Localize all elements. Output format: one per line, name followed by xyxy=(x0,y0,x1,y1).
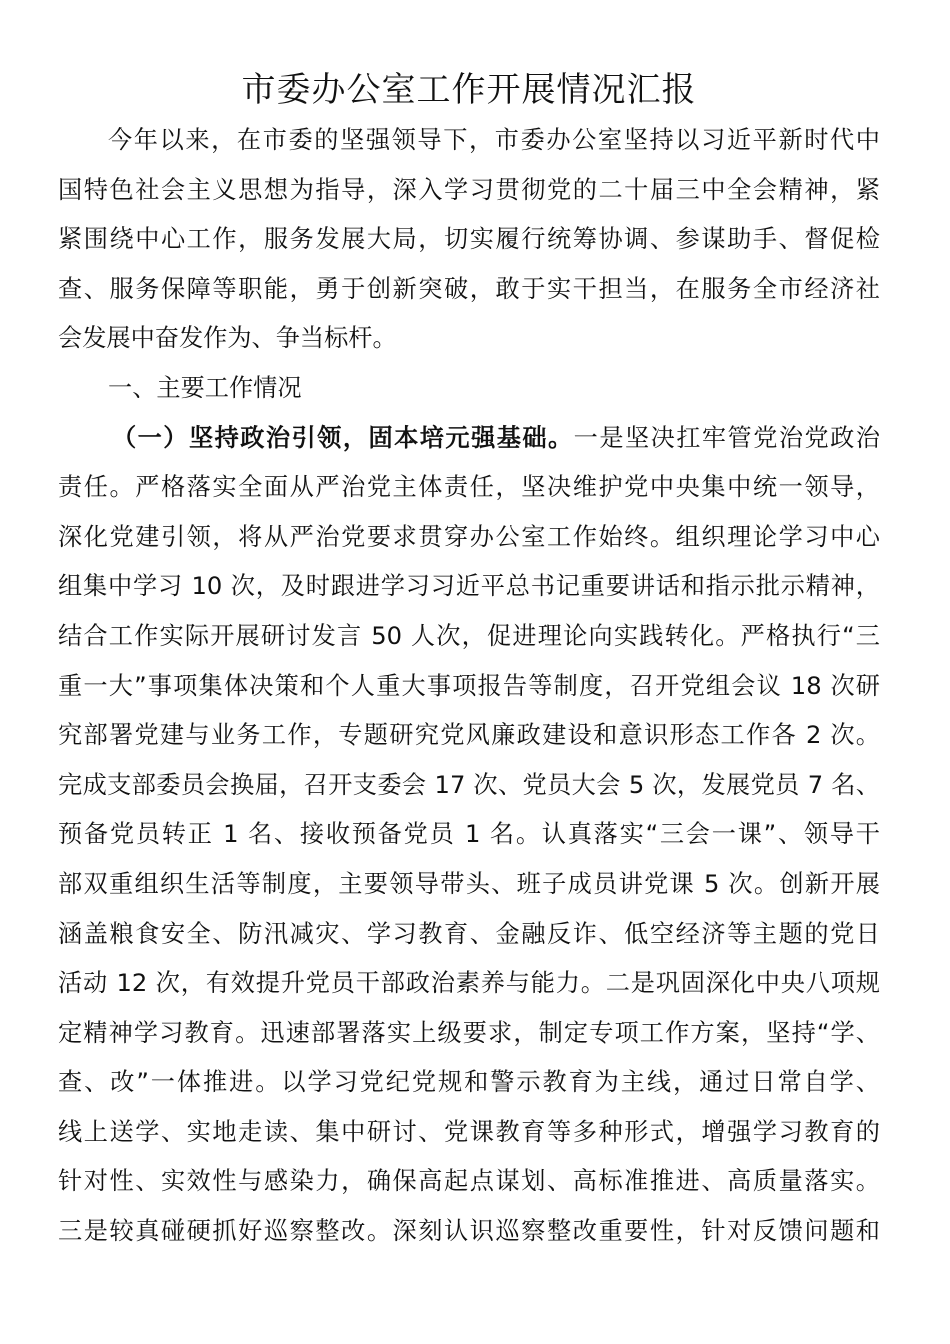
intro-line: 会发展中奋发作为、争当标杆。 xyxy=(58,324,397,353)
body-line: 深化党建引领，将从严治党要求贯穿办公室工作始终。组织理论学习中心 xyxy=(58,522,880,551)
body-line: 活动 12 次，有效提升党员干部政治素养与能力。二是巩固深化中央八项规 xyxy=(58,969,880,998)
body-line: 部双重组织生活等制度，主要领导带头、班子成员讲党课 5 次。创新开展 xyxy=(58,869,880,898)
intro-paragraph xyxy=(58,116,880,364)
body-line: 结合工作实际开展研讨发言 50 人次，促进理论向实践转化。严格执行“三 xyxy=(58,621,880,650)
body-line: 完成支部委员会换届，召开支委会 17 次、党员大会 5 次，发展党员 7 名、 xyxy=(58,770,880,799)
body-line: 定精神学习教育。迅速部署落实上级要求，制定专项工作方案，坚持“学、 xyxy=(58,1018,880,1047)
body-line: 组集中学习 10 次，及时跟进学习习近平总书记重要讲话和指示批示精神， xyxy=(58,572,880,601)
body-paragraph xyxy=(58,414,880,1257)
body-line: 重一大”事项集体决策和个人重大事项报告等制度，召开党组会议 18 次研 xyxy=(58,671,880,700)
body-text: 一是坚决扛牢管党治党政治 xyxy=(573,423,880,452)
subsection-heading: （一）坚持政治引领，固本培元强基础。 xyxy=(112,423,574,452)
body-line: 查、改”一体推进。以学习党纪党规和警示教育为主线，通过日常自学、 xyxy=(58,1068,880,1097)
body-line: 预备党员转正 1 名、接收预备党员 1 名。认真落实“三会一课”、领导干 xyxy=(58,820,880,849)
body-line: 针对性、实效性与感染力，确保高起点谋划、高标准推进、高质量落实。 xyxy=(58,1167,880,1196)
body-line: 线上送学、实地走读、集中研讨、党课教育等多种形式，增强学习教育的 xyxy=(58,1117,880,1146)
intro-line: 国特色社会主义思想为指导，深入学习贯彻党的二十届三中全会精神，紧 xyxy=(58,175,880,204)
body-line: 责任。严格落实全面从严治党主体责任，坚决维护党中央集中统一领导， xyxy=(58,473,880,502)
intro-line: 查、服务保障等职能，勇于创新突破，敢于实干担当，在服务全市经济社 xyxy=(58,274,880,303)
body-line: 涵盖粮食安全、防汛减灾、学习教育、金融反诈、低空经济等主题的党日 xyxy=(58,919,880,948)
body-line: 究部署党建与业务工作，专题研究党风廉政建设和意识形态工作各 2 次。 xyxy=(58,721,880,750)
intro-line: 今年以来，在市委的坚强领导下，市委办公室坚持以习近平新时代中 xyxy=(108,126,880,154)
section-heading: 一、主要工作情况 xyxy=(108,373,302,402)
document-title: 市委办公室工作开展情况汇报 xyxy=(241,70,697,110)
subsection-first-line xyxy=(58,414,880,464)
body-line: 三是较真碰硬抓好巡察整改。深刻认识巡察整改重要性，针对反馈问题和 xyxy=(58,1217,880,1246)
intro-line: 紧围绕中心工作，服务发展大局，切实履行统筹协调、参谋助手、督促检 xyxy=(58,225,880,254)
